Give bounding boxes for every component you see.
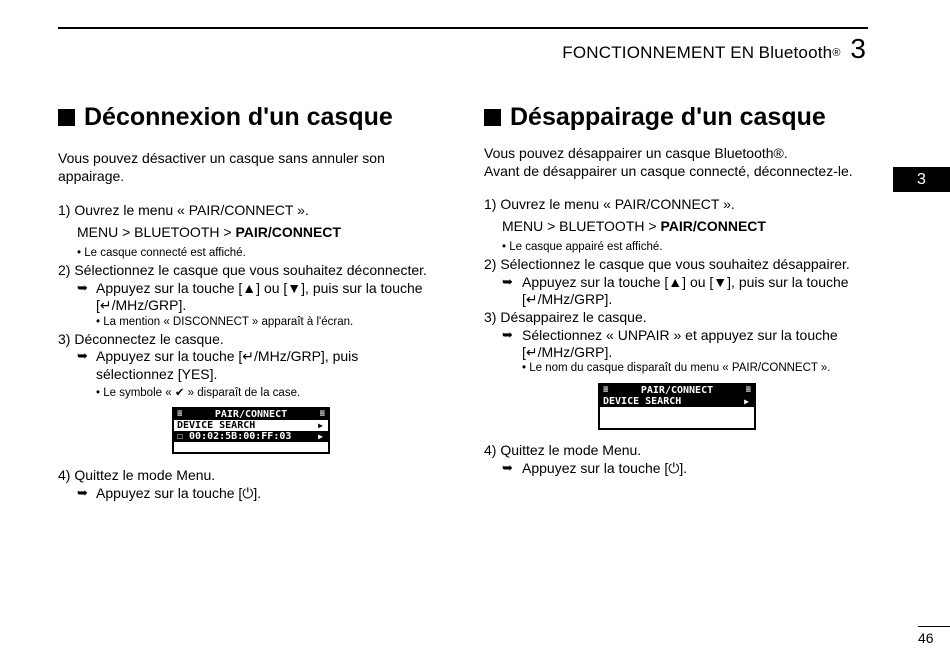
lcd-row2-text: ☐ 00:02:5B:00:FF:03 — [177, 431, 292, 442]
right-step4-sub: Appuyez sur la touche [⏻]. — [522, 460, 688, 476]
footer-rule — [918, 626, 950, 627]
left-step1: 1) Ouvrez le menu « PAIR/CONNECT ». — [58, 202, 309, 218]
lcd-row-device-search — [600, 396, 754, 407]
left-step3-sub2: sélectionnez [YES]. — [96, 366, 218, 382]
lcd-row-device-search — [174, 420, 328, 431]
menu-marker-icon: ≡ — [603, 385, 609, 395]
menu-marker-icon: ≡ — [319, 409, 325, 419]
page-number: 46 — [918, 630, 934, 646]
left-note3: • Le symbole « ✔ » disparaît de la case. — [96, 387, 301, 399]
lcd-title-bar — [174, 409, 328, 420]
lcd-title-text: PAIR/CONNECT — [640, 385, 714, 396]
left-step2-sub1: Appuyez sur la touche [▲] ou [▼], puis sur la touche — [96, 280, 423, 296]
right-step3: 3) Désappairez le casque. — [484, 309, 647, 325]
square-bullet-icon — [58, 109, 75, 126]
step-arrow-icon: ➥ — [502, 274, 513, 289]
lcd-title-text: PAIR/CONNECT — [214, 409, 288, 420]
right-intro-line2: Avant de désappairer un casque connecté, déconnectez-le. — [484, 163, 853, 179]
left-intro-line2: appairage. — [58, 168, 125, 184]
menu-marker-icon: ≡ — [745, 385, 751, 395]
left-step2: 2) Sélectionnez le casque que vous souhaitez déconnecter. — [58, 262, 427, 278]
left-menu-path-bold: PAIR/CONNECT — [235, 224, 341, 240]
right-lcd-screen — [598, 383, 756, 430]
step-arrow-icon: ➥ — [502, 460, 513, 475]
select-arrow-icon: ▶ — [318, 432, 323, 441]
square-bullet-icon — [484, 109, 501, 126]
step-arrow-icon: ➥ — [77, 280, 88, 295]
right-menu-path-bold: PAIR/CONNECT — [660, 218, 766, 234]
step-arrow-icon: ➥ — [502, 327, 513, 342]
right-step3-sub2: [↵/MHz/GRP]. — [522, 344, 613, 360]
top-rule — [58, 27, 868, 29]
left-step3-sub1: Appuyez sur la touche [↵/MHz/GRP], puis — [96, 348, 359, 364]
header-title: FONCTIONNEMENT EN — [562, 43, 755, 62]
chapter-side-tab: 3 — [893, 167, 950, 192]
header-brand: Bluetooth — [758, 43, 833, 62]
running-header — [562, 33, 866, 65]
right-menu-path-text: MENU > BLUETOOTH > — [502, 218, 661, 234]
right-step2-sub1: Appuyez sur la touche [▲] ou [▼], puis sur la touche — [522, 274, 849, 290]
right-note3: • Le nom du casque disparaît du menu « PAIR/CONNECT ». — [522, 362, 831, 374]
lcd-row1-text: DEVICE SEARCH — [177, 420, 256, 431]
right-step3-sub1: Sélectionnez « UNPAIR » et appuyez sur la touche — [522, 327, 838, 343]
lcd-title-bar — [600, 385, 754, 396]
lcd-row1-text: DEVICE SEARCH — [603, 396, 682, 407]
select-arrow-icon: ▶ — [318, 421, 323, 430]
left-menu-path-text: MENU > BLUETOOTH > — [77, 224, 236, 240]
right-section-title — [484, 103, 826, 132]
left-intro-line1: Vous pouvez désactiver un casque sans annuler son — [58, 150, 385, 166]
lcd-row-device-address — [174, 431, 328, 442]
right-step2: 2) Sélectionnez le casque que vous souhaitez désappairer. — [484, 256, 850, 272]
step-arrow-icon: ➥ — [77, 485, 88, 500]
header-chapter-number: 3 — [850, 33, 866, 64]
right-intro-line1: Vous pouvez désappairer un casque Bluetooth®. — [484, 145, 788, 161]
left-step3: 3) Déconnectez le casque. — [58, 331, 224, 347]
header-reg-mark: ® — [832, 47, 841, 59]
right-title-text: Désappairage d'un casque — [510, 103, 826, 131]
left-step4: 4) Quittez le mode Menu. — [58, 467, 216, 483]
left-section-title — [58, 103, 393, 132]
right-step4: 4) Quittez le mode Menu. — [484, 442, 642, 458]
right-menu-path — [502, 217, 766, 235]
right-note1: • Le casque appairé est affiché. — [502, 241, 663, 253]
left-note2: • La mention « DISCONNECT » apparaît à l'écran. — [96, 316, 354, 328]
menu-marker-icon: ≡ — [177, 409, 183, 419]
right-step1: 1) Ouvrez le menu « PAIR/CONNECT ». — [484, 196, 735, 212]
left-note1: • Le casque connecté est affiché. — [77, 247, 246, 259]
select-arrow-icon: ▶ — [744, 397, 749, 406]
left-step2-sub2: [↵/MHz/GRP]. — [96, 297, 187, 313]
left-lcd-screen — [172, 407, 330, 454]
left-title-text: Déconnexion d'un casque — [84, 103, 393, 131]
left-step4-sub: Appuyez sur la touche [⏻]. — [96, 485, 262, 501]
left-menu-path — [77, 223, 341, 241]
right-step2-sub2: [↵/MHz/GRP]. — [522, 291, 613, 307]
step-arrow-icon: ➥ — [77, 348, 88, 363]
